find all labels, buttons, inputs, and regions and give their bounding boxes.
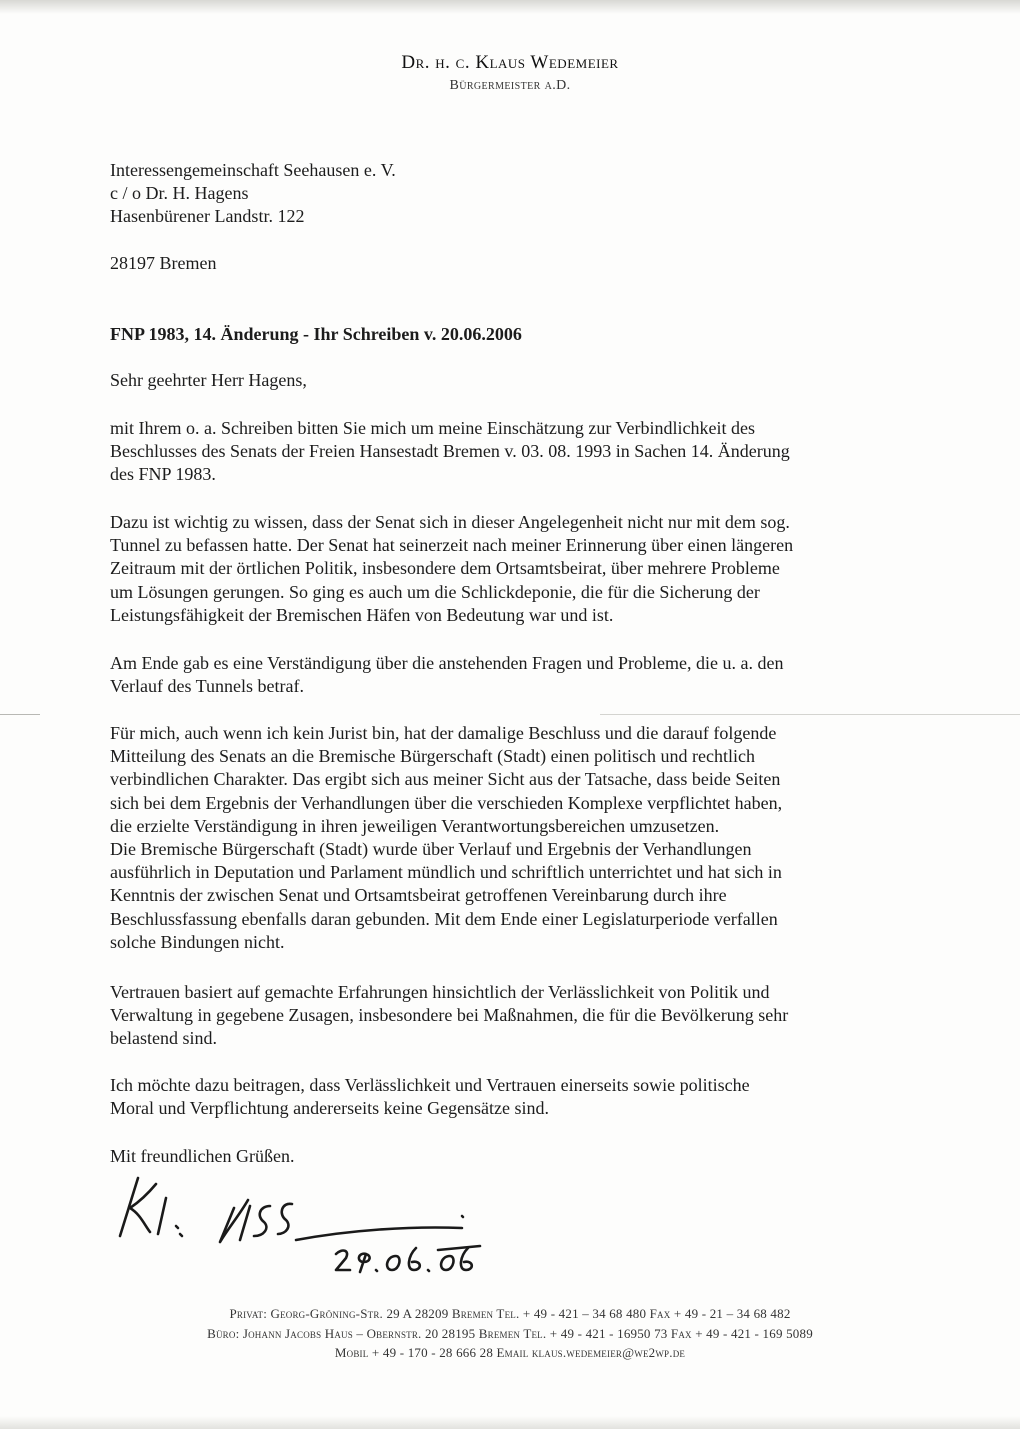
paragraph-line: Beschlussfassung ebenfalls daran gebunden. Mit dem Ende einer Legislaturperiode verfallen [110, 908, 778, 929]
paragraph-line: mit Ihrem o. a. Schreiben bitten Sie mich um meine Einschätzung zur Verbindlichkeit des [110, 418, 756, 438]
fold-mark [0, 714, 40, 715]
paragraph-line: Ich möchte dazu beitragen, dass Verlässlichkeit und Vertrauen einerseits sowie politische [110, 1075, 750, 1095]
paragraph-line: Leistungsfähigkeit der Bremischen Häfen von Bedeutung war und ist. [110, 604, 614, 625]
paragraph-line: Zeitraum mit der örtlichen Politik, insbesondere dem Ortsamtsbeirat, über mehrere Probleme [110, 558, 780, 579]
paragraph-line: Vertrauen basiert auf gemachte Erfahrungen hinsichtlich der Verlässlichkeit von Politik und [110, 982, 770, 1002]
paragraph-6 [110, 1074, 900, 1120]
closing-text: Mit freundlichen Grüßen. [110, 1146, 295, 1166]
fold-mark [600, 714, 1020, 715]
paragraph-line: Mitteilung des Senats an die Bremische Bürgerschaft (Stadt) einen politisch und rechtlich [110, 746, 756, 767]
paragraph-line: Für mich, auch wenn ich kein Jurist bin, hat der damalige Beschluss und die darauf folgende [110, 723, 777, 743]
paragraph-line: Tunnel zu befassen hatte. Der Senat hat seinerzeit nach meiner Erinnerung über einen längeren [110, 535, 794, 556]
recipient-city: 28197 Bremen [110, 253, 217, 273]
paragraph-line: Am Ende gab es eine Verständigung über die anstehenden Fragen und Probleme, die u. a. den [110, 653, 784, 673]
paragraph-line: ausführlich in Deputation und Parlament mündlich und schriftlich unterrichtet und hat sich in [110, 862, 782, 883]
paragraph-line: Dazu ist wichtig zu wissen, dass der Senat sich in dieser Angelegenheit nicht nur mit dem sog. [110, 512, 790, 532]
handwritten-signature [110, 1170, 530, 1290]
subject-line [110, 323, 900, 346]
paragraph-line: Kenntnis der zwischen Senat und Ortsamtsbeirat getroffenen Vereinbarung durch ihre [110, 885, 727, 906]
paragraph-line: Moral und Verpflichtung andererseits keine Gegensätze sind. [110, 1098, 550, 1119]
footer-private-address: Privat: Georg-Gröning-Str. 29 A 28209 Bremen Tel. + 49 - 421 – 34 68 480 Fax + 49 - 21 – 34 68 482 [229, 1306, 791, 1321]
salutation [110, 369, 900, 392]
paragraph-line: um Lösungen gerungen. So ging es auch um die Schlickdeponie, die für die Sicherung der [110, 581, 760, 602]
paragraph-line: solche Bindungen nicht. [110, 931, 285, 952]
paragraph-line: Beschlusses des Senats der Freien Hansestadt Bremen v. 03. 08. 1993 in Sachen 14. Änderung [110, 441, 790, 462]
footer-contact [0, 1304, 1020, 1363]
footer-mobile-email: Mobil + 49 - 170 - 28 666 28 Email klaus.wedemeier@we2wp.de [334, 1345, 686, 1360]
paragraph-2 [110, 511, 900, 627]
scan-edge-bottom [0, 1416, 1020, 1429]
recipient-line: c / o Dr. H. Hagens [110, 183, 249, 204]
paragraph-line: sich bei dem Ergebnis der Verhandlungen über die verschieden Komplexe verpflichtet haben, [110, 792, 783, 813]
footer-office-address: Büro: Johann Jacobs Haus – Obernstr. 20 28195 Bremen Tel. + 49 - 421 - 16950 73 Fax + 49 - 421 - 169 5089 [207, 1325, 813, 1341]
recipient-line: Interessengemeinschaft Seehausen e. V. [110, 160, 396, 180]
paragraph-line: Verwaltung in gegebene Zusagen, insbesondere bei Maßnahmen, die für die Bevölkerung sehr [110, 1005, 789, 1026]
paragraph-1 [110, 417, 900, 487]
paragraph-4 [110, 722, 900, 954]
recipient-city-block [110, 252, 900, 275]
paragraph-line: die erzielte Verständigung in ihren jeweiligen Verantwortungsbereichen umzusetzen. [110, 815, 720, 836]
paragraph-line: Die Bremische Bürgerschaft (Stadt) wurde über Verlauf und Ergebnis der Verhandlungen [110, 839, 752, 860]
scan-edge-top [0, 0, 1020, 14]
salutation-text: Sehr geehrter Herr Hagens, [110, 370, 307, 390]
recipient-address [110, 159, 900, 229]
paragraph-line: Verlauf des Tunnels betraf. [110, 676, 304, 697]
paragraph-line: belastend sind. [110, 1028, 217, 1049]
paragraph-3 [110, 652, 900, 698]
sender-title: Bürgermeister a.D. [449, 78, 571, 93]
sender-name: Dr. h. c. Klaus Wedemeier [401, 52, 619, 73]
paragraph-line: des FNP 1983. [110, 464, 216, 485]
recipient-line: Hasenbürener Landstr. 122 [110, 206, 305, 227]
paragraph-line: verbindlichen Charakter. Das ergibt sich aus meiner Sicht aus der Tatsache, dass beide Seiten [110, 769, 781, 790]
subject-text: FNP 1983, 14. Änderung - Ihr Schreiben v. 20.06.2006 [110, 324, 522, 344]
letterhead [0, 50, 1020, 96]
paragraph-5 [110, 981, 900, 1051]
closing [110, 1145, 900, 1168]
